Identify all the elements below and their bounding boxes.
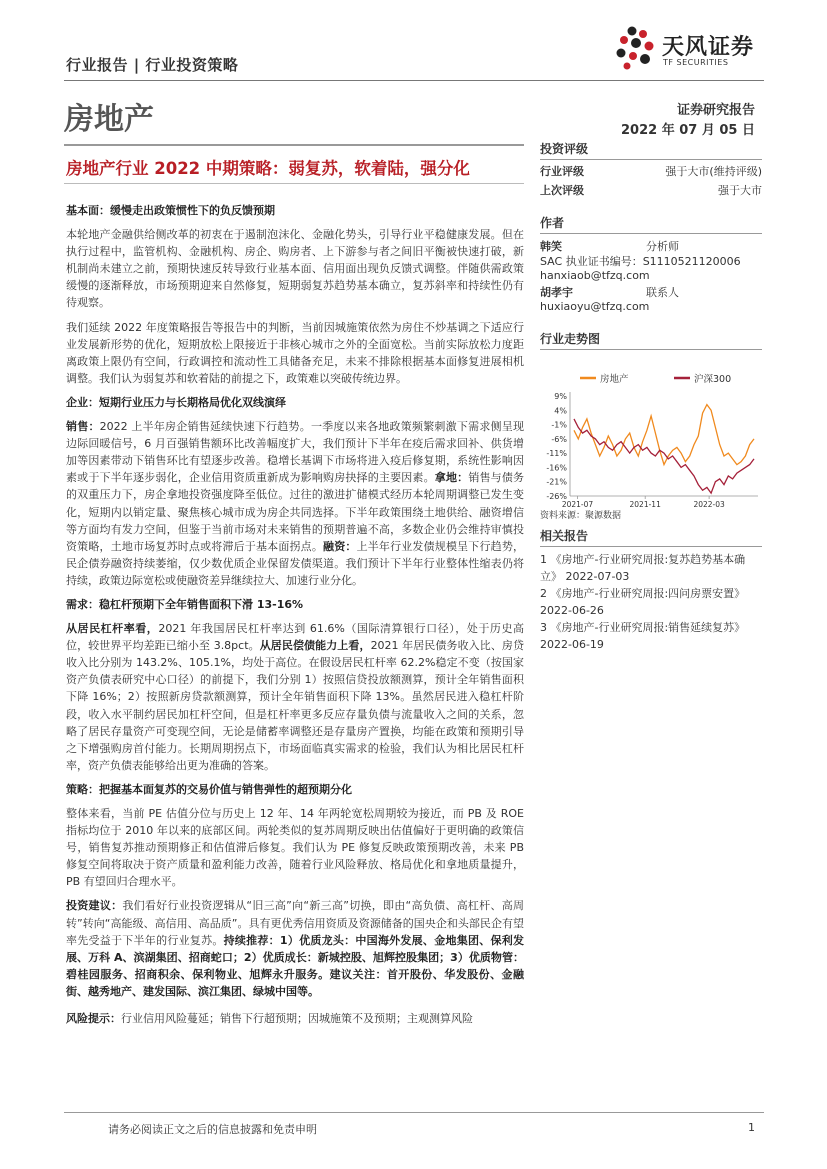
title-divider-bottom [64, 183, 524, 184]
related-item[interactable] [540, 619, 762, 653]
related-title: 1 《房地产-行业研究周报:复苏趋势基本确立》 [540, 553, 746, 583]
footer-disclaimer: 请务必阅读正文之后的信息披露和免责申明 [108, 1123, 317, 1136]
rating-key: 上次评级 [540, 184, 584, 197]
author-cert: SAC 执业证书编号：S1110521120006 [540, 254, 741, 268]
industry-name: 房地产 [64, 102, 154, 137]
paragraph: 整体来看，当前 PE 估值分位与历史上 12 年、14 年两轮宽松周期较为接近，而 PB 及 ROE 指标均位于 2010 年以来的底部区间。两轮类似的复苏周期反映出估值偏好于更明确的政策信号，销售复苏推动预期修正和估值滞后修复。我们认为 PE 修复反映政策预期改善，未来 PB 修复空间将取决于资产质量和盈利能力改善，随着行业风险释放、格局优化和拿地质量提升，PB 有望回归合理水平。 [66, 807, 524, 889]
rating-key: 行业评级 [540, 165, 584, 178]
report-title: 房地产行业 2022 中期策略：弱复苏，软着陆，强分化 [66, 159, 470, 178]
series-line [574, 419, 754, 493]
related-list [540, 551, 762, 653]
rating-section [540, 140, 762, 200]
rating-row [540, 162, 762, 181]
rating-value: 强于大市 [718, 184, 762, 197]
inline-text: 我们看好行业投资逻辑从“旧三高”向“新三高”切换，即由“高负债、高杠杆、高周转”转向“高能级、高信用、高品质”。具有更优秀信用资质及资源储备的国央企和头部民企有望率先受益于下半年的行业复苏。 [66, 899, 524, 947]
y-tick-label: 4% [554, 406, 567, 416]
paragraph [66, 897, 524, 1000]
section-heading: 策略：把握基本面复苏的交易价值与销售弹性的超预期分化 [66, 782, 352, 796]
paragraph [66, 620, 524, 774]
author-section [540, 214, 762, 315]
logo-text: 天风证券 [662, 35, 755, 60]
related-date: 2022-07-03 [565, 570, 630, 583]
report-body [66, 202, 524, 1034]
inline-text: 销售与债务的双重压力下，房企拿地投资强度降至低位。过往的激进扩储模式经历本轮周期调整已发生变化，短期内以销定量、聚焦核心城市成为房企共同选择。下半年政策围绕土地供给、融资增信等方面均有发力空间，但鉴于当前市场对未来销售的预期普遍不高，多数企业仍会维持审慎投资策略，土地市场复苏时点或将滞后于基本面拐点。 [66, 471, 525, 553]
inline-text: 上半年行业发债规模呈下行趋势，民企债券融资持续萎缩，仅少数优质企业保留发债渠道。我们预计下半年行业整体性缩表仍将持续，政策边际宽松或使融资差异继续拉大、加速行业分化。 [66, 539, 525, 587]
inline-bold: 销售： [66, 420, 100, 434]
page-number: 1 [748, 1121, 755, 1134]
inline-text: 2021 年居民债务收入比、房贷收入比分别为 143.2%、105.1%，均处于高位。在假设居民杠杆率 62.2%稳定不变（按国家资产负债表研究中心口径）的前提下，我们分别 1）按照信贷投放额测算，预计全年销售面积下降 16%；2）按照新房贷款额测算，预计全年销售面积下降 13%。虽然居民进入稳杠杆阶段，收入水平制约居民加杠杆空间，但是杠杆率更多反应存量负债与流量收入之间的关系，忽略了居民存量资产可变现空间，无论是储蓄率调整还是存量房产置换，均能在政策和预期引导之下增强购房首付能力。长期周期拐点下，市场面临真实需求的检验，我们认为相比居民杠杆率，资产负债表能够给出更为准确的答案。 [66, 639, 524, 772]
inline-text: 行业信用风险蔓延；销售下行超预期；因城施策不及预期；主观测算风险 [121, 1012, 473, 1026]
author-email[interactable]: hanxiaob@tfzq.com [540, 269, 650, 282]
inline-bold: 融资： [323, 539, 357, 553]
y-tick-label: -11% [546, 449, 567, 459]
inline-text: 2022 上半年房企销售延续快速下行趋势。一季度以来各地政策频繁刺激下需求侧呈现边际回暖信号，6 月百强销售额环比改善幅度扩大，我们预计下半年在疫后需求回补、供货增加等因素带动下销售环比有望逐步改善。稳增长基调下市场将进入疫后修复期，系统性影响因素或于下半年逐步弱化，企业信用资质重新成为影响购房抉择的主要因素。 [66, 420, 524, 485]
section-heading: 企业：短期行业压力与长期格局优化双线演绎 [66, 395, 286, 409]
footer-divider [64, 1112, 764, 1113]
author-email[interactable]: huxiaoyu@tfzq.com [540, 300, 650, 313]
section-heading: 需求：稳杠杆预期下全年销售面积下滑 13-16% [66, 597, 304, 611]
y-tick-label: -21% [546, 477, 567, 487]
inline-bold: 从居民偿债能力上看， [259, 639, 371, 653]
title-divider-top [64, 144, 524, 146]
inline-bold: 拿地： [434, 471, 469, 485]
related-item[interactable] [540, 551, 762, 585]
inline-text: 2021 年我国居民杠杆率达到 61.6%（国际清算银行口径），处于历史高位，较世界平均差距已缩小至 3.8pct。 [66, 622, 525, 653]
related-title: 3 《房地产-行业研究周报:销售延续复苏》 [540, 621, 746, 634]
inline-bold: 投资建议： [66, 899, 123, 913]
paragraph: 我们延续 2022 年度策略报告等报告中的判断，当前因城施策依然为房住不炒基调之下适应行业发展新形势的优化，短期放松上限接近于非核心城市之外的全面宽松。当前实际放松力度距离政策上限仍有空间，行政调控和流动性工具储备充足，未来不排除根据基本面修复进展相机调整。我们认为弱复苏和软着陆的前提之下，政策难以突破传统边界。 [66, 320, 524, 385]
report-date: 2022 年 07 月 05 日 [621, 123, 755, 138]
y-tick-label: -26% [546, 492, 567, 501]
risk-paragraph [66, 1010, 524, 1027]
related-title: 2 《房地产-行业研究周报:四问房票安置》 [540, 587, 746, 600]
rating-heading: 投资评级 [540, 140, 762, 160]
related-date: 2022-06-19 [540, 638, 604, 651]
inline-bold: 风险提示： [66, 1012, 121, 1026]
author-entry [540, 240, 762, 315]
author-role: 分析师 [646, 240, 679, 253]
report-category: 行业报告 | 行业投资策略 [66, 56, 239, 74]
paragraph: 本轮地产金融供给侧改革的初衷在于遏制泡沫化、金融化势头，引导行业平稳健康发展。但在执行过程中，监管机构、金融机构、房企、购房者、上下游参与者之间旧平衡被快速打破，新机制尚未建立之前，预期快速反转导致行业基本面、信用面出现负反馈式调整。伴随供需政策缓慢的逐渐释放，市场预期迎来自然修复，短期弱复苏趋势基本确立，复苏斜率和持续性仍有待观察。 [66, 228, 524, 310]
logo [612, 24, 772, 74]
header-divider [64, 80, 764, 81]
rating-row [540, 181, 762, 200]
section-heading: 基本面：缓慢走出政策惯性下的负反馈预期 [66, 204, 275, 217]
x-tick-label: 2022-03 [693, 500, 725, 508]
logo-mark-icon [612, 24, 660, 70]
trend-section [540, 330, 762, 521]
inline-bold: 持续推荐：1）优质龙头：中国海外发展、金地集团、保利发展、万科 A、滨湖集团、招商蛇口；2）优质成长：新城控股、旭辉控股集团；3）优质物管：碧桂园服务、招商积余、保利物业、旭辉永升服务。建议关注：首开股份、华发股份、金融街、越秀地产、建发国际、滨江集团、绿城中国等。 [66, 933, 525, 998]
related-section [540, 527, 762, 653]
related-item[interactable] [540, 585, 762, 619]
paragraph [66, 418, 524, 589]
legend-label: 房地产 [600, 374, 629, 385]
trend-chart [540, 358, 762, 508]
legend-label: 沪深300 [694, 374, 732, 385]
trend-heading: 行业走势图 [540, 330, 762, 350]
author-role: 联系人 [646, 285, 679, 299]
x-tick-label: 2021-07 [561, 500, 594, 508]
y-tick-label: -1% [551, 420, 567, 430]
related-date: 2022-06-26 [540, 604, 604, 617]
y-tick-label: -6% [551, 434, 567, 444]
related-heading: 相关报告 [540, 527, 762, 547]
author-name: 胡孝宇 [540, 285, 573, 299]
series-line [574, 405, 754, 465]
report-label: 证券研究报告 [676, 103, 755, 118]
author-name: 韩笑 [540, 240, 562, 253]
rating-value: 强于大市(维持评级) [665, 165, 762, 178]
author-heading: 作者 [540, 214, 762, 234]
chart-source: 资料来源：聚源数据 [540, 511, 622, 521]
logo-subtext: TF SECURITIES [663, 58, 729, 67]
y-tick-label: 9% [554, 392, 567, 401]
x-tick-label: 2021-11 [629, 500, 661, 508]
y-tick-label: -16% [546, 463, 567, 473]
inline-bold: 从居民杠杆率看， [66, 622, 159, 636]
